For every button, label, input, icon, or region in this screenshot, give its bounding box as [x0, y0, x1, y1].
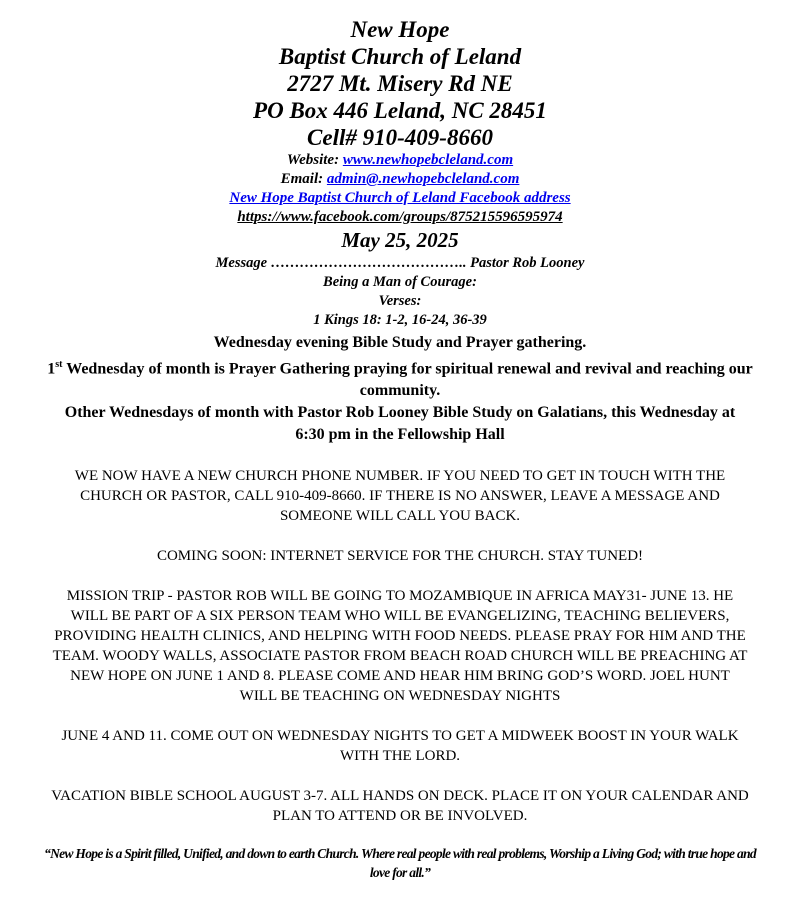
service-date: May 25, 2025	[341, 228, 459, 252]
church-motto-quote: “New Hope is a Spirit filled, Unified, and down to earth Church. Where real people with real problems, Worship a Living God; with true hope and love for all.”	[44, 846, 756, 881]
verses: 1 Kings 18: 1-2, 16-24, 36-39	[313, 312, 487, 328]
announcements-section	[50, 466, 750, 826]
verses-label: Verses:	[378, 293, 422, 309]
message-line: Message ………………………………….. Pastor Rob Looney	[215, 255, 585, 271]
phone-announcement: WE NOW HAVE A NEW CHURCH PHONE NUMBER. IF YOU NEED TO GET IN TOUCH WITH THE CHURCH OR PASTOR, CALL 910-409-8660. IF THERE IS NO ANSWER, LEAVE A MESSAGE AND SOMEONE WILL CALL YOU BACK.	[74, 468, 726, 525]
church-name-line2: Baptist Church of Leland	[278, 44, 522, 69]
wednesday-section	[40, 332, 760, 446]
first-suffix: st	[55, 359, 63, 370]
church-address: 2727 Mt. Misery Rd NE	[287, 71, 513, 96]
website-link[interactable]: www.newhopebcleland.com	[342, 152, 514, 168]
vbs-announcement: VACATION BIBLE SCHOOL AUGUST 3-7. ALL HANDS ON DECK. PLACE IT ON YOUR CALENDAR AND PLAN TO ATTEND OR BE INVOLVED.	[51, 788, 749, 825]
facebook-line	[0, 189, 800, 208]
first-rest: Wednesday of month is Prayer Gathering praying for spiritual renewal and revival and reaching our community.	[62, 360, 753, 400]
facebook-label-link[interactable]: New Hope Baptist Church of Leland Facebook address	[229, 190, 571, 206]
internet-announcement: COMING SOON: INTERNET SERVICE FOR THE CHURCH. STAY TUNED!	[156, 548, 644, 565]
church-name-line1: New Hope	[350, 17, 450, 42]
wednesday-line1: Wednesday evening Bible Study and Prayer gathering.	[213, 334, 587, 351]
facebook-url-line	[0, 208, 800, 227]
first-number: 1	[47, 360, 56, 378]
message-title: Being a Man of Courage:	[323, 274, 477, 290]
website-label: Website:	[286, 152, 343, 168]
website-line	[0, 151, 800, 170]
facebook-url-link[interactable]: https://www.facebook.com/groups/875215596595974	[237, 209, 563, 225]
church-cell: Cell# 910-409-8660	[307, 125, 493, 150]
church-po-box: PO Box 446 Leland, NC 28451	[253, 98, 547, 123]
wednesday-other: Other Wednesdays of month with Pastor Rob Looney Bible Study on Galatians, this Wednesday at 6:30 pm in the Fellowship Hall	[64, 404, 736, 444]
email-link[interactable]: admin@.newhopebcleland.com	[326, 171, 520, 187]
june-announcement: JUNE 4 AND 11. COME OUT ON WEDNESDAY NIGHTS TO GET A MIDWEEK BOOST IN YOUR WALK WITH THE LORD.	[61, 728, 739, 765]
email-label: Email:	[280, 171, 327, 187]
mission-announcement: MISSION TRIP - PASTOR ROB WILL BE GOING TO MOZAMBIQUE IN AFRICA MAY31- JUNE 13. HE WILL BE PART OF A SIX PERSON TEAM WHO WILL BE EVANGELIZING, TEACHING BELIEVERS, PROVIDING HEALTH CLINICS, AND HELPING WITH FOOD NEEDS. PLEASE PRAY FOR HIM AND THE TEAM. WOODY WALLS, ASSOCIATE PASTOR FROM BEACH ROAD CHURCH WILL BE PREACHING AT NEW HOPE ON JUNE 1 AND 8. PLEASE COME AND HEAR HIM BRING GOD’S WORD. JOEL HUNT WILL BE TEACHING ON WEDNESDAY NIGHTS	[52, 588, 748, 705]
wednesday-first	[40, 354, 760, 402]
email-line	[0, 170, 800, 189]
